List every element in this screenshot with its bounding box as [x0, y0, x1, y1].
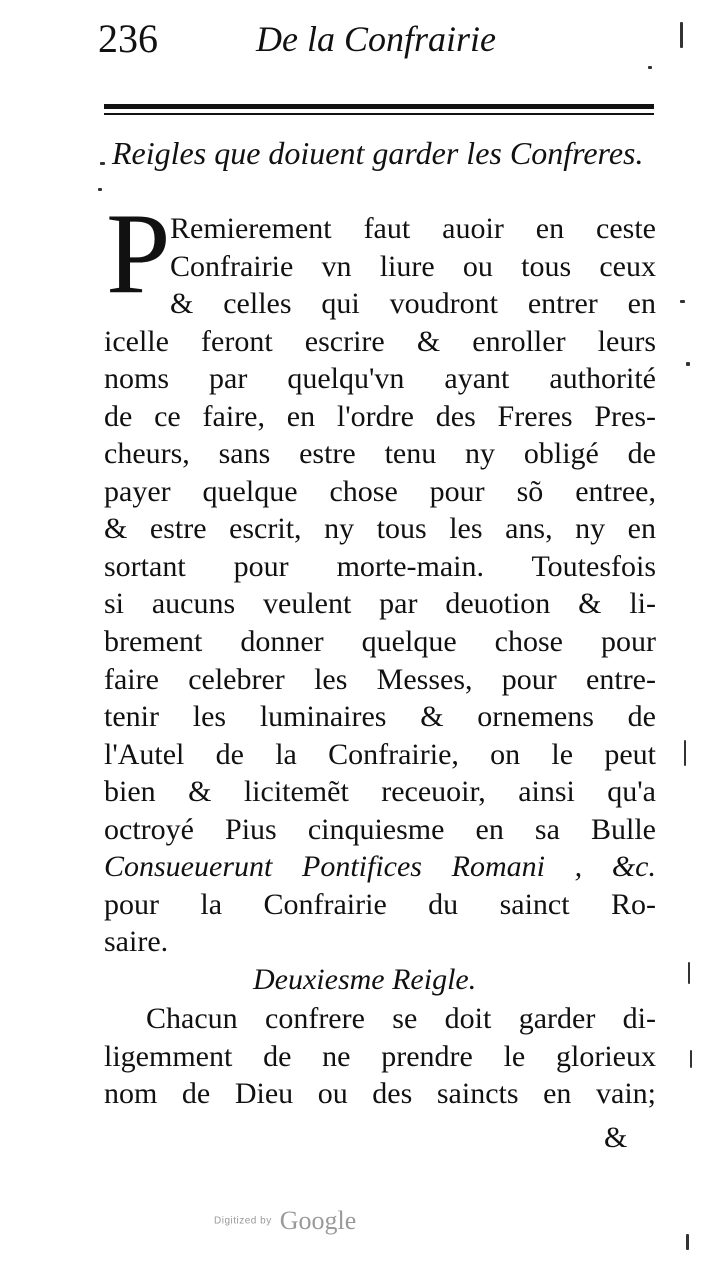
header-rule-thin: [104, 113, 654, 115]
text-line: Chacun confrere se doit garder di-: [146, 1002, 656, 1035]
watermark-brand: Google: [279, 1206, 357, 1235]
scan-speck: [686, 362, 690, 366]
text-line: & celles qui voudront entrer en: [170, 287, 656, 321]
text-line: brement donner quelque chose pour: [104, 625, 656, 659]
text-line: tenir les luminaires & ornemens de: [104, 700, 656, 734]
text-line: faire celebrer les Messes, pour entre-: [104, 662, 656, 696]
sub-heading: Deuxiesme Reigle.: [253, 963, 477, 996]
rule-two-text: [104, 1000, 656, 1113]
rule-one-text: [104, 210, 656, 961]
text-line: & estre escrit, ny tous les ans, ny en: [104, 512, 656, 546]
running-title: De la Confrairie: [256, 19, 496, 59]
drop-cap: P: [106, 190, 171, 318]
text-line: noms par quelqu'vn ayant authorité: [104, 362, 656, 396]
digitization-watermark: [214, 1206, 356, 1246]
text-line: Confrairie vn liure ou tous ceux: [170, 249, 656, 283]
text-line: si aucuns veulent par deuotion & li-: [104, 587, 656, 621]
scan-speck: [684, 740, 686, 766]
text-line: pour la Confrairie du sainct Ro-: [104, 887, 656, 921]
catchword: &: [604, 1121, 628, 1154]
text-line: cheurs, sans estre tenu ny obligé de: [104, 437, 656, 471]
text-line-italic: Consueuerunt Pontifices Romani , &c.: [104, 850, 656, 884]
watermark-prefix: Digitized by: [214, 1215, 272, 1227]
scan-speck: [100, 162, 105, 165]
text-line: Remierement faut auoir en ceste: [170, 212, 656, 245]
text-line: l'Autel de la Confrairie, on le peut: [104, 737, 656, 771]
section-heading: Reigles que doiuent garder les Confreres.: [112, 135, 644, 171]
text-line: octroyé Pius cinquiesme en sa Bulle: [104, 812, 656, 846]
scan-speck: [688, 962, 690, 984]
text-line: de ce faire, en l'ordre des Freres Pres-: [104, 399, 656, 433]
text-line: ligemment de ne prendre le glorieux: [104, 1039, 656, 1073]
scan-speck: [680, 22, 683, 48]
text-line: icelle feront escrire & enroller leurs: [104, 324, 656, 358]
scan-speck: [686, 1234, 689, 1250]
scan-speck: [680, 300, 685, 303]
scan-speck: [648, 66, 652, 69]
text-line-last: saire.: [104, 925, 169, 959]
text-line: bien & licitemẽt receuoir, ainsi qu'a: [104, 775, 656, 809]
text-line: payer quelque chose pour sõ entree,: [104, 474, 656, 508]
header-rule-thick: [104, 104, 654, 109]
page-number: 236: [98, 16, 158, 61]
text-line: sortant pour morte-main. Toutesfois: [104, 549, 656, 583]
text-line: nom de Dieu ou des saincts en vain;: [104, 1077, 656, 1111]
running-head: [98, 14, 654, 64]
scan-speck: [690, 1050, 692, 1068]
scan-speck: [98, 188, 102, 191]
